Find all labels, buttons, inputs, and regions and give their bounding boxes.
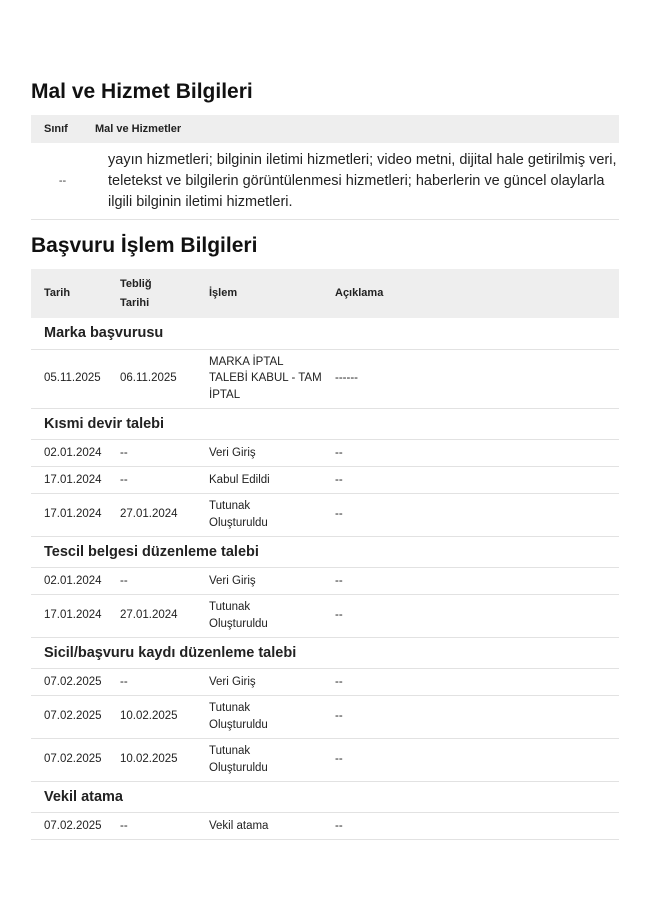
table-row: [31, 439, 619, 466]
date-cell: 07.02.2025: [31, 695, 120, 738]
action-cell: Veri Giriş: [209, 567, 335, 594]
table-row: [31, 567, 619, 594]
goods-class-cell: --: [31, 143, 94, 220]
table-row: [31, 594, 619, 637]
note-cell: --: [335, 493, 619, 536]
group-name: Vekil atama: [31, 781, 619, 812]
table-row: [31, 466, 619, 493]
note-cell: --: [335, 668, 619, 695]
group-header: [31, 408, 619, 439]
note-cell: --: [335, 695, 619, 738]
goods-items-cell: yayın hizmetleri; bilginin iletimi hizmetleri; video metni, dijital hale getirilmiş veri, teletekst ve bilgilerin görüntülenmesi hizmetleri; haberlerin ve güncel olaylarla ilgili bilginin iletimi hizmetleri.: [94, 143, 619, 220]
notice-date-cell: --: [120, 668, 209, 695]
action-cell: Tutunak Oluşturuldu: [209, 594, 335, 637]
date-cell: 02.01.2024: [31, 567, 120, 594]
process-table: [31, 269, 619, 840]
goods-table-header: [31, 115, 619, 143]
note-cell: --: [335, 594, 619, 637]
group-header: [31, 536, 619, 567]
goods-section-title: Mal ve Hizmet Bilgileri: [31, 80, 253, 103]
group-name: Marka başvurusu: [31, 318, 619, 349]
date-cell: 02.01.2024: [31, 439, 120, 466]
notice-date-cell: --: [120, 812, 209, 839]
note-cell: --: [335, 567, 619, 594]
note-cell: --: [335, 466, 619, 493]
col-header-date: Tarih: [31, 269, 120, 318]
notice-date-cell: 10.02.2025: [120, 738, 209, 781]
notice-date-cell: --: [120, 466, 209, 493]
group-header: [31, 637, 619, 668]
date-cell: 17.01.2024: [31, 594, 120, 637]
date-cell: 07.02.2025: [31, 812, 120, 839]
col-header-goods: Mal ve Hizmetler: [94, 115, 619, 143]
col-header-class: Sınıf: [31, 115, 94, 143]
notice-date-cell: 27.01.2024: [120, 493, 209, 536]
date-cell: 17.01.2024: [31, 493, 120, 536]
col-header-notice-date: Tebliğ Tarihi: [120, 269, 209, 318]
goods-row: [31, 143, 619, 220]
table-row: [31, 493, 619, 536]
notice-date-cell: --: [120, 567, 209, 594]
action-cell: Veri Giriş: [209, 439, 335, 466]
date-cell: 05.11.2025: [31, 349, 120, 408]
notice-date-cell: 06.11.2025: [120, 349, 209, 408]
table-row: [31, 695, 619, 738]
table-row: [31, 668, 619, 695]
goods-table: [31, 115, 619, 220]
table-row: [31, 812, 619, 839]
action-cell: Tutunak Oluşturuldu: [209, 493, 335, 536]
date-cell: 07.02.2025: [31, 738, 120, 781]
note-cell: ------: [335, 349, 619, 408]
group-name: Sicil/başvuru kaydı düzenleme talebi: [31, 637, 619, 668]
notice-date-cell: 10.02.2025: [120, 695, 209, 738]
date-cell: 07.02.2025: [31, 668, 120, 695]
note-cell: --: [335, 812, 619, 839]
process-section-title: Başvuru İşlem Bilgileri: [31, 234, 258, 257]
note-cell: --: [335, 738, 619, 781]
notice-date-cell: --: [120, 439, 209, 466]
action-cell: Kabul Edildi: [209, 466, 335, 493]
notice-date-cell: 27.01.2024: [120, 594, 209, 637]
process-table-header: [31, 269, 619, 318]
table-row: [31, 349, 619, 408]
action-cell: Vekil atama: [209, 812, 335, 839]
group-header: [31, 318, 619, 349]
group-name: Tescil belgesi düzenleme talebi: [31, 536, 619, 567]
date-cell: 17.01.2024: [31, 466, 120, 493]
group-header: [31, 781, 619, 812]
col-header-action: İşlem: [209, 269, 335, 318]
action-cell: MARKA İPTAL TALEBİ KABUL - TAM İPTAL: [209, 349, 335, 408]
col-header-note: Açıklama: [335, 269, 619, 318]
note-cell: --: [335, 439, 619, 466]
action-cell: Tutunak Oluşturuldu: [209, 738, 335, 781]
group-name: Kısmi devir talebi: [31, 408, 619, 439]
action-cell: Tutunak Oluşturuldu: [209, 695, 335, 738]
table-row: [31, 738, 619, 781]
action-cell: Veri Giriş: [209, 668, 335, 695]
